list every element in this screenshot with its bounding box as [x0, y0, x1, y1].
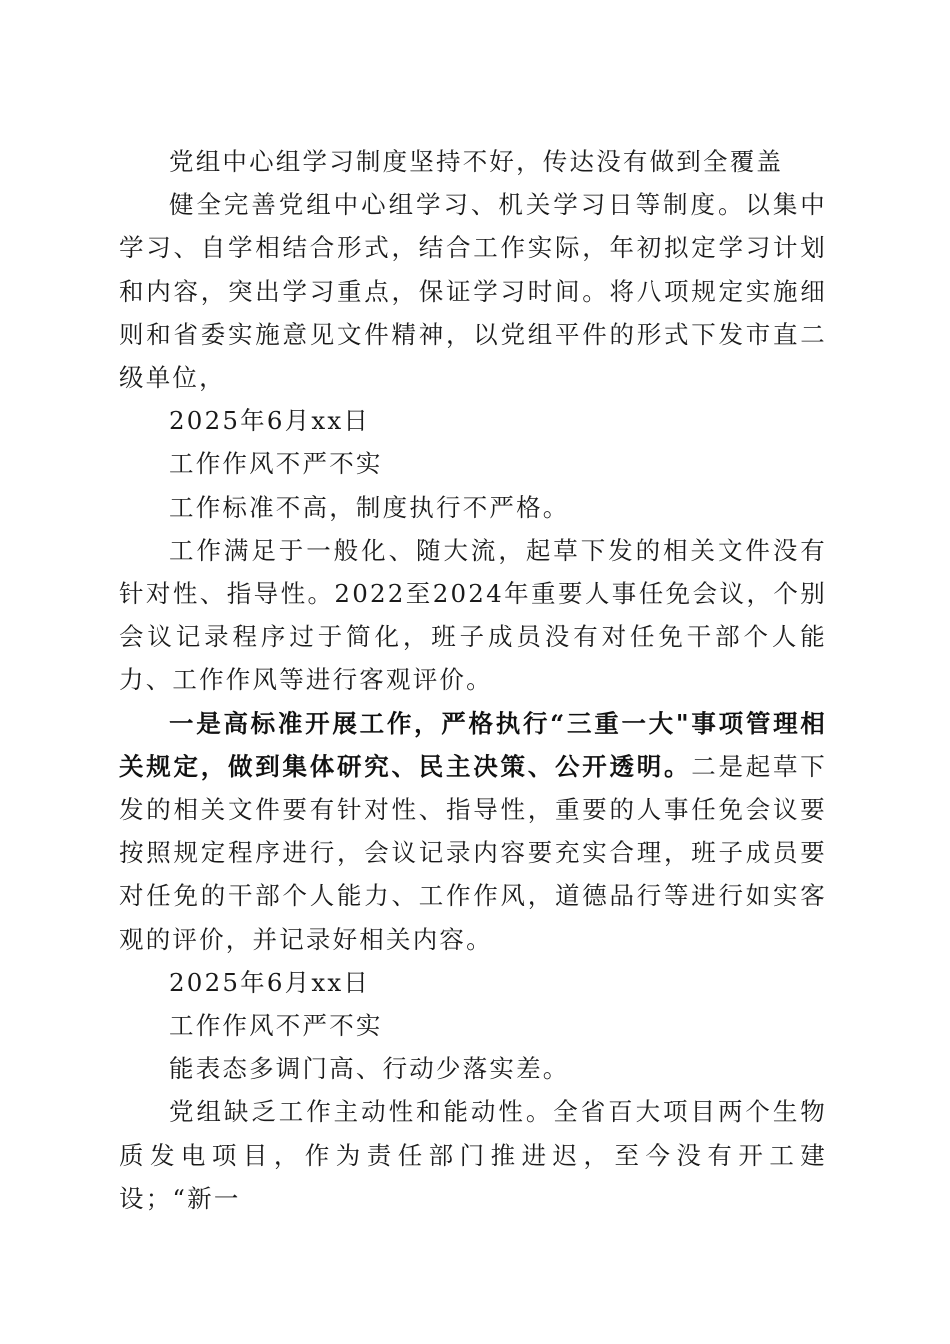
paragraph-problem-initiative: 党组缺乏工作主动性和能动性。全省百大项目两个生物质发电项目，作为责任部门推进迟，至今没有开工建设；“新一 — [119, 1097, 827, 1213]
paragraph-date-2: 2025年6月xx日 — [169, 967, 371, 997]
document-body — [119, 140, 827, 1220]
measure-tail-text: 二是起草下发的相关文件要有针对性、指导性，重要的人事任免会议要按照规定程序进行，会议记录内容要充实合理，班子成员要对任免的干部个人能力、工作作风，道德品行等进行如实客观的评价，并记录好相关内容。 — [119, 751, 828, 954]
paragraph-problem-implementation: 能表态多调门高、行动少落实差。 — [169, 1054, 570, 1084]
paragraph-date-1: 2025年6月xx日 — [169, 406, 371, 436]
bold-lead-text: 一是高标准开展工作，严格执行“三重一大"事项管理相关规定，做到集体研究、民主决策、公开透明。 — [119, 708, 827, 781]
paragraph-study-measures: 健全完善党组中心组学习、机关学习日等制度。以集中学习、自学相结合形式，结合工作实际，年初拟定学习计划和内容，突出学习重点，保证学习时间。将八项规定实施细则和省委实施意见文件精神，以党组平件的形式下发市直二级单位， — [119, 190, 827, 393]
paragraph-problem-detail: 工作满足于一般化、随大流，起草下发的相关文件没有针对性、指导性。2022至2024年重要人事任免会议，个别会议记录程序过于简化，班子成员没有对任免干部个人能力、工作作风等进行客观评价。 — [119, 535, 827, 695]
paragraph-problem-standards: 工作标准不高，制度执行不严格。 — [169, 492, 570, 522]
paragraph-heading-work-style-1: 工作作风不严不实 — [169, 449, 383, 479]
paragraph-rectification-measures — [119, 702, 827, 961]
paragraph-heading-work-style-2: 工作作风不严不实 — [169, 1011, 383, 1041]
paragraph-heading-study-system: 党组中心组学习制度坚持不好，传达没有做到全覆盖 — [169, 147, 784, 176]
